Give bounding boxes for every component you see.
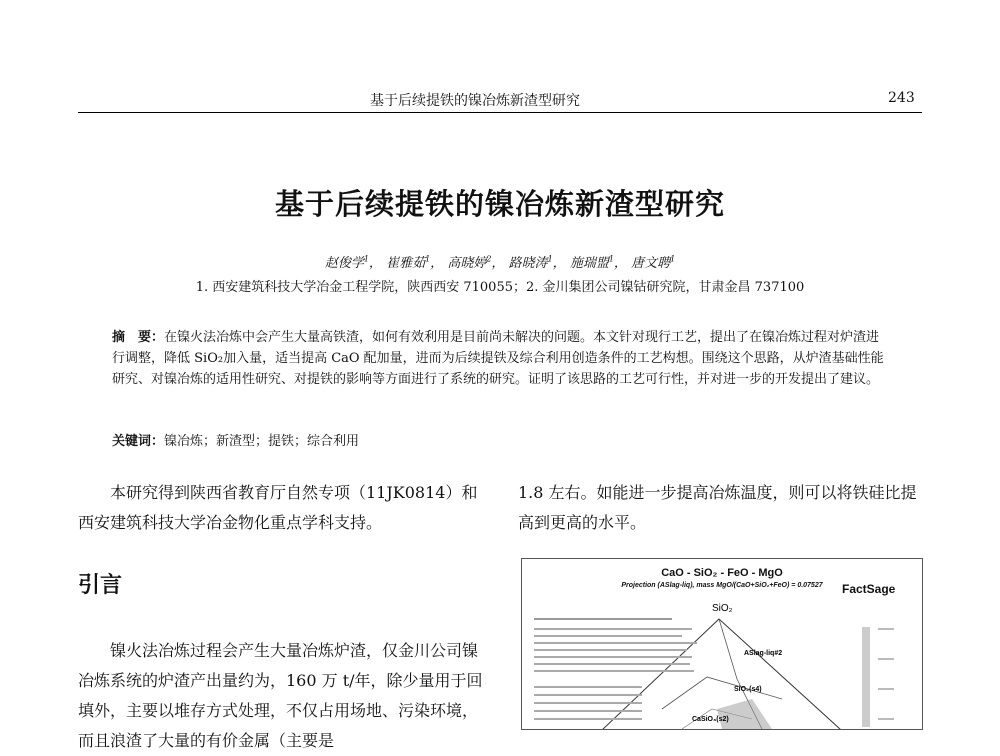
keywords-label: 关键词：	[112, 434, 165, 449]
running-title: 基于后续提铁的镍冶炼新渣型研究	[370, 93, 580, 109]
intro-paragraph: 镍火法冶炼过程会产生大量冶炼炉渣，仅金川公司镍冶炼系统的炉渣产出量约为，160 万 t/年，除少量用于回填外，主要以堆存方式处理，不仅占用场地、污染环境，而且浪渣了大量的有价金属（主要是	[78, 641, 483, 750]
region-label: SiO₂(s4)	[734, 686, 762, 693]
region-label: ASlag-liq#2	[744, 650, 783, 657]
header-rule	[78, 112, 922, 113]
keywords-text: 镍冶炼；新渣型；提铁；综合利用	[164, 434, 360, 449]
author-sup: 1	[363, 254, 369, 264]
author: 高晓婷	[447, 256, 487, 271]
funding-note: 本研究得到陕西省教育厅自然专项（11JK0814）和西安建筑科技大学冶金物化重点学科支持。	[78, 483, 478, 532]
legend-lines	[534, 619, 697, 719]
figure-subtitle: Projection (ASlag-liq), mass MgO/(CaO+SiO₂+FeO) = 0.07527	[621, 582, 823, 589]
abstract	[112, 327, 892, 390]
author-sup: 1	[670, 254, 676, 264]
figure-title: CaO - SiO₂ - FeO - MgO	[661, 567, 783, 579]
factsage-logo: FactSage	[842, 582, 896, 596]
section-heading: 引言	[78, 573, 123, 598]
author: 崔雅茹	[386, 256, 426, 271]
page-number: 243	[888, 90, 915, 106]
author-sup: 1	[547, 254, 553, 264]
region-label: CaSiO₃(s2)	[692, 716, 729, 723]
author-sup: 1	[425, 254, 431, 264]
author-list: 赵俊学$^1$， 崔雅茹$^1$， 高晓婷$^2$， 路晓涛$^1$， 施瑞盟$^1$， 唐文聘$^1$	[324, 254, 676, 271]
abstract-text: 在镍火法冶炼中会产生大量高铁渣，如何有效利用是目前尚未解决的问题。本文针对现行工艺，提出了在镍冶炼过程对炉渣进行调整，降低 SiO₂加入量，适当提高 CaO 配加量，进而为后续提铁及综合利用创造条件的工艺构想。围绕这个思路，从炉渣基础性能研究、对镍冶炼的适用性研究、对提铁的影响等方面进行了系统的研究。证明了该思路的工艺可行性，并对进一步的开发提出了建议。	[112, 330, 884, 387]
color-scale	[862, 627, 894, 727]
affiliations: 1. 西安建筑科技大学冶金工程学院，陕西西安 710055；2. 金川集团公司镍钴研究院，甘肃金昌 737100	[195, 280, 805, 295]
author: 唐文聘	[631, 256, 671, 271]
author-sup: 2	[486, 254, 492, 264]
phase-diagram-figure	[521, 558, 923, 730]
phase-boundary	[662, 677, 782, 709]
paper-title: 基于后续提铁的镍冶炼新渣型研究	[274, 187, 725, 221]
author: 赵俊学	[324, 256, 364, 271]
author: 路晓涛	[508, 256, 548, 271]
author-sup: 1	[608, 254, 614, 264]
liquid-region	[717, 699, 772, 729]
abstract-label: 摘 要：	[112, 330, 165, 345]
right-column-text: 1.8 左右。如能进一步提高冶炼温度，则可以将铁硅比提高到更高的水平。	[518, 483, 917, 532]
author: 施瑞盟	[569, 256, 609, 271]
apex-label: SiO₂	[712, 603, 733, 614]
keywords	[112, 430, 892, 449]
